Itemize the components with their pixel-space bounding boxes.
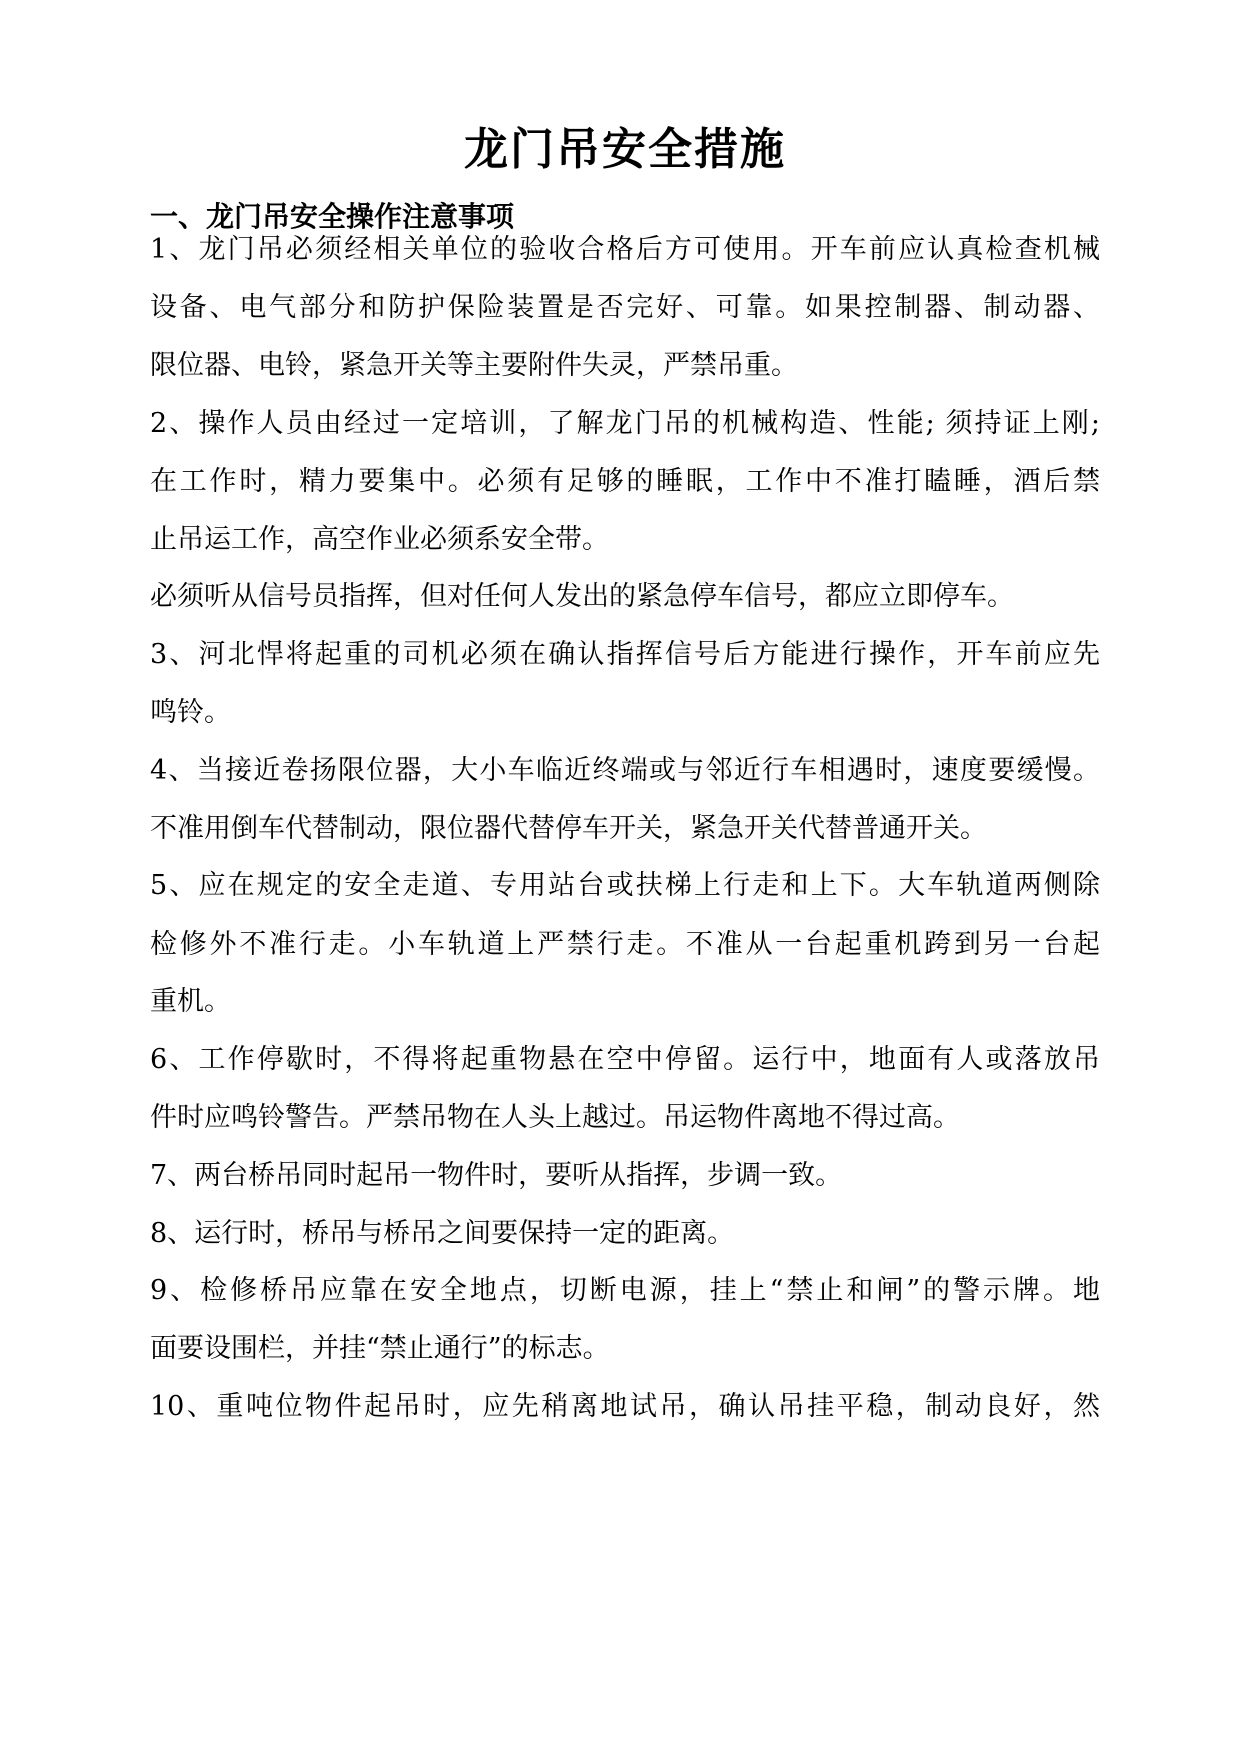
paragraph-line: 设备、电气部分和防护保险装置是否完好、可靠。如果控制器、制动器、 — [150, 292, 1100, 323]
paragraph-line: 6、工作停歇时，不得将起重物悬在空中停留。运行中，地面有人或落放吊 — [150, 1044, 1100, 1075]
paragraph-line: 7、两台桥吊同时起吊一物件时，要听从指挥，步调一致。 — [150, 1160, 843, 1191]
paragraph-line: 1、龙门吊必须经相关单位的验收合格后方可使用。开车前应认真检查机械 — [150, 234, 1100, 265]
paragraph-line: 4、当接近卷扬限位器，大小车临近终端或与邻近行车相遇时，速度要缓慢。 — [150, 755, 1100, 786]
section-heading: 一、龙门吊安全操作注意事项 — [150, 200, 515, 233]
paragraph-line: 5、应在规定的安全走道、专用站台或扶梯上行走和上下。大车轨道两侧除 — [150, 870, 1100, 901]
paragraph-line: 面要设围栏，并挂“禁止通行”的标志。 — [150, 1333, 610, 1364]
paragraph-line: 9、检修桥吊应靠在安全地点，切断电源，挂上“禁止和闸”的警示牌。地 — [150, 1275, 1100, 1306]
paragraph-line: 重机。 — [150, 986, 231, 1017]
paragraph-line: 检修外不准行走。小车轨道上严禁行走。不准从一台起重机跨到另一台起 — [150, 929, 1100, 960]
paragraph-line: 不准用倒车代替制动，限位器代替停车开关，紧急开关代替普通开关。 — [150, 813, 987, 844]
document-title: 龙门吊安全措施 — [464, 124, 786, 175]
paragraph-line: 止吊运工作，高空作业必须系安全带。 — [150, 524, 609, 555]
paragraph-line: 8、运行时，桥吊与桥吊之间要保持一定的距离。 — [150, 1218, 735, 1249]
document-page — [150, 0, 1100, 1754]
paragraph-line: 3、河北悍将起重的司机必须在确认指挥信号后方能进行操作，开车前应先 — [150, 639, 1100, 670]
paragraph-line: 10、重吨位物件起吊时，应先稍离地试吊，确认吊挂平稳，制动良好，然 — [150, 1391, 1100, 1422]
paragraph-line: 限位器、电铃，紧急开关等主要附件失灵，严禁吊重。 — [150, 350, 798, 381]
paragraph-line: 必须听从信号员指挥，但对任何人发出的紧急停车信号，都应立即停车。 — [150, 581, 1014, 612]
paragraph-line: 2、操作人员由经过一定培训，了解龙门吊的机械构造、性能; 须持证上刚; — [150, 408, 1100, 439]
paragraph-line: 件时应鸣铃警告。严禁吊物在人头上越过。吊运物件离地不得过高。 — [150, 1102, 960, 1133]
paragraph-line: 在工作时，精力要集中。必须有足够的睡眠，工作中不准打瞌睡，酒后禁 — [150, 466, 1100, 497]
paragraph-line: 鸣铃。 — [150, 697, 231, 728]
